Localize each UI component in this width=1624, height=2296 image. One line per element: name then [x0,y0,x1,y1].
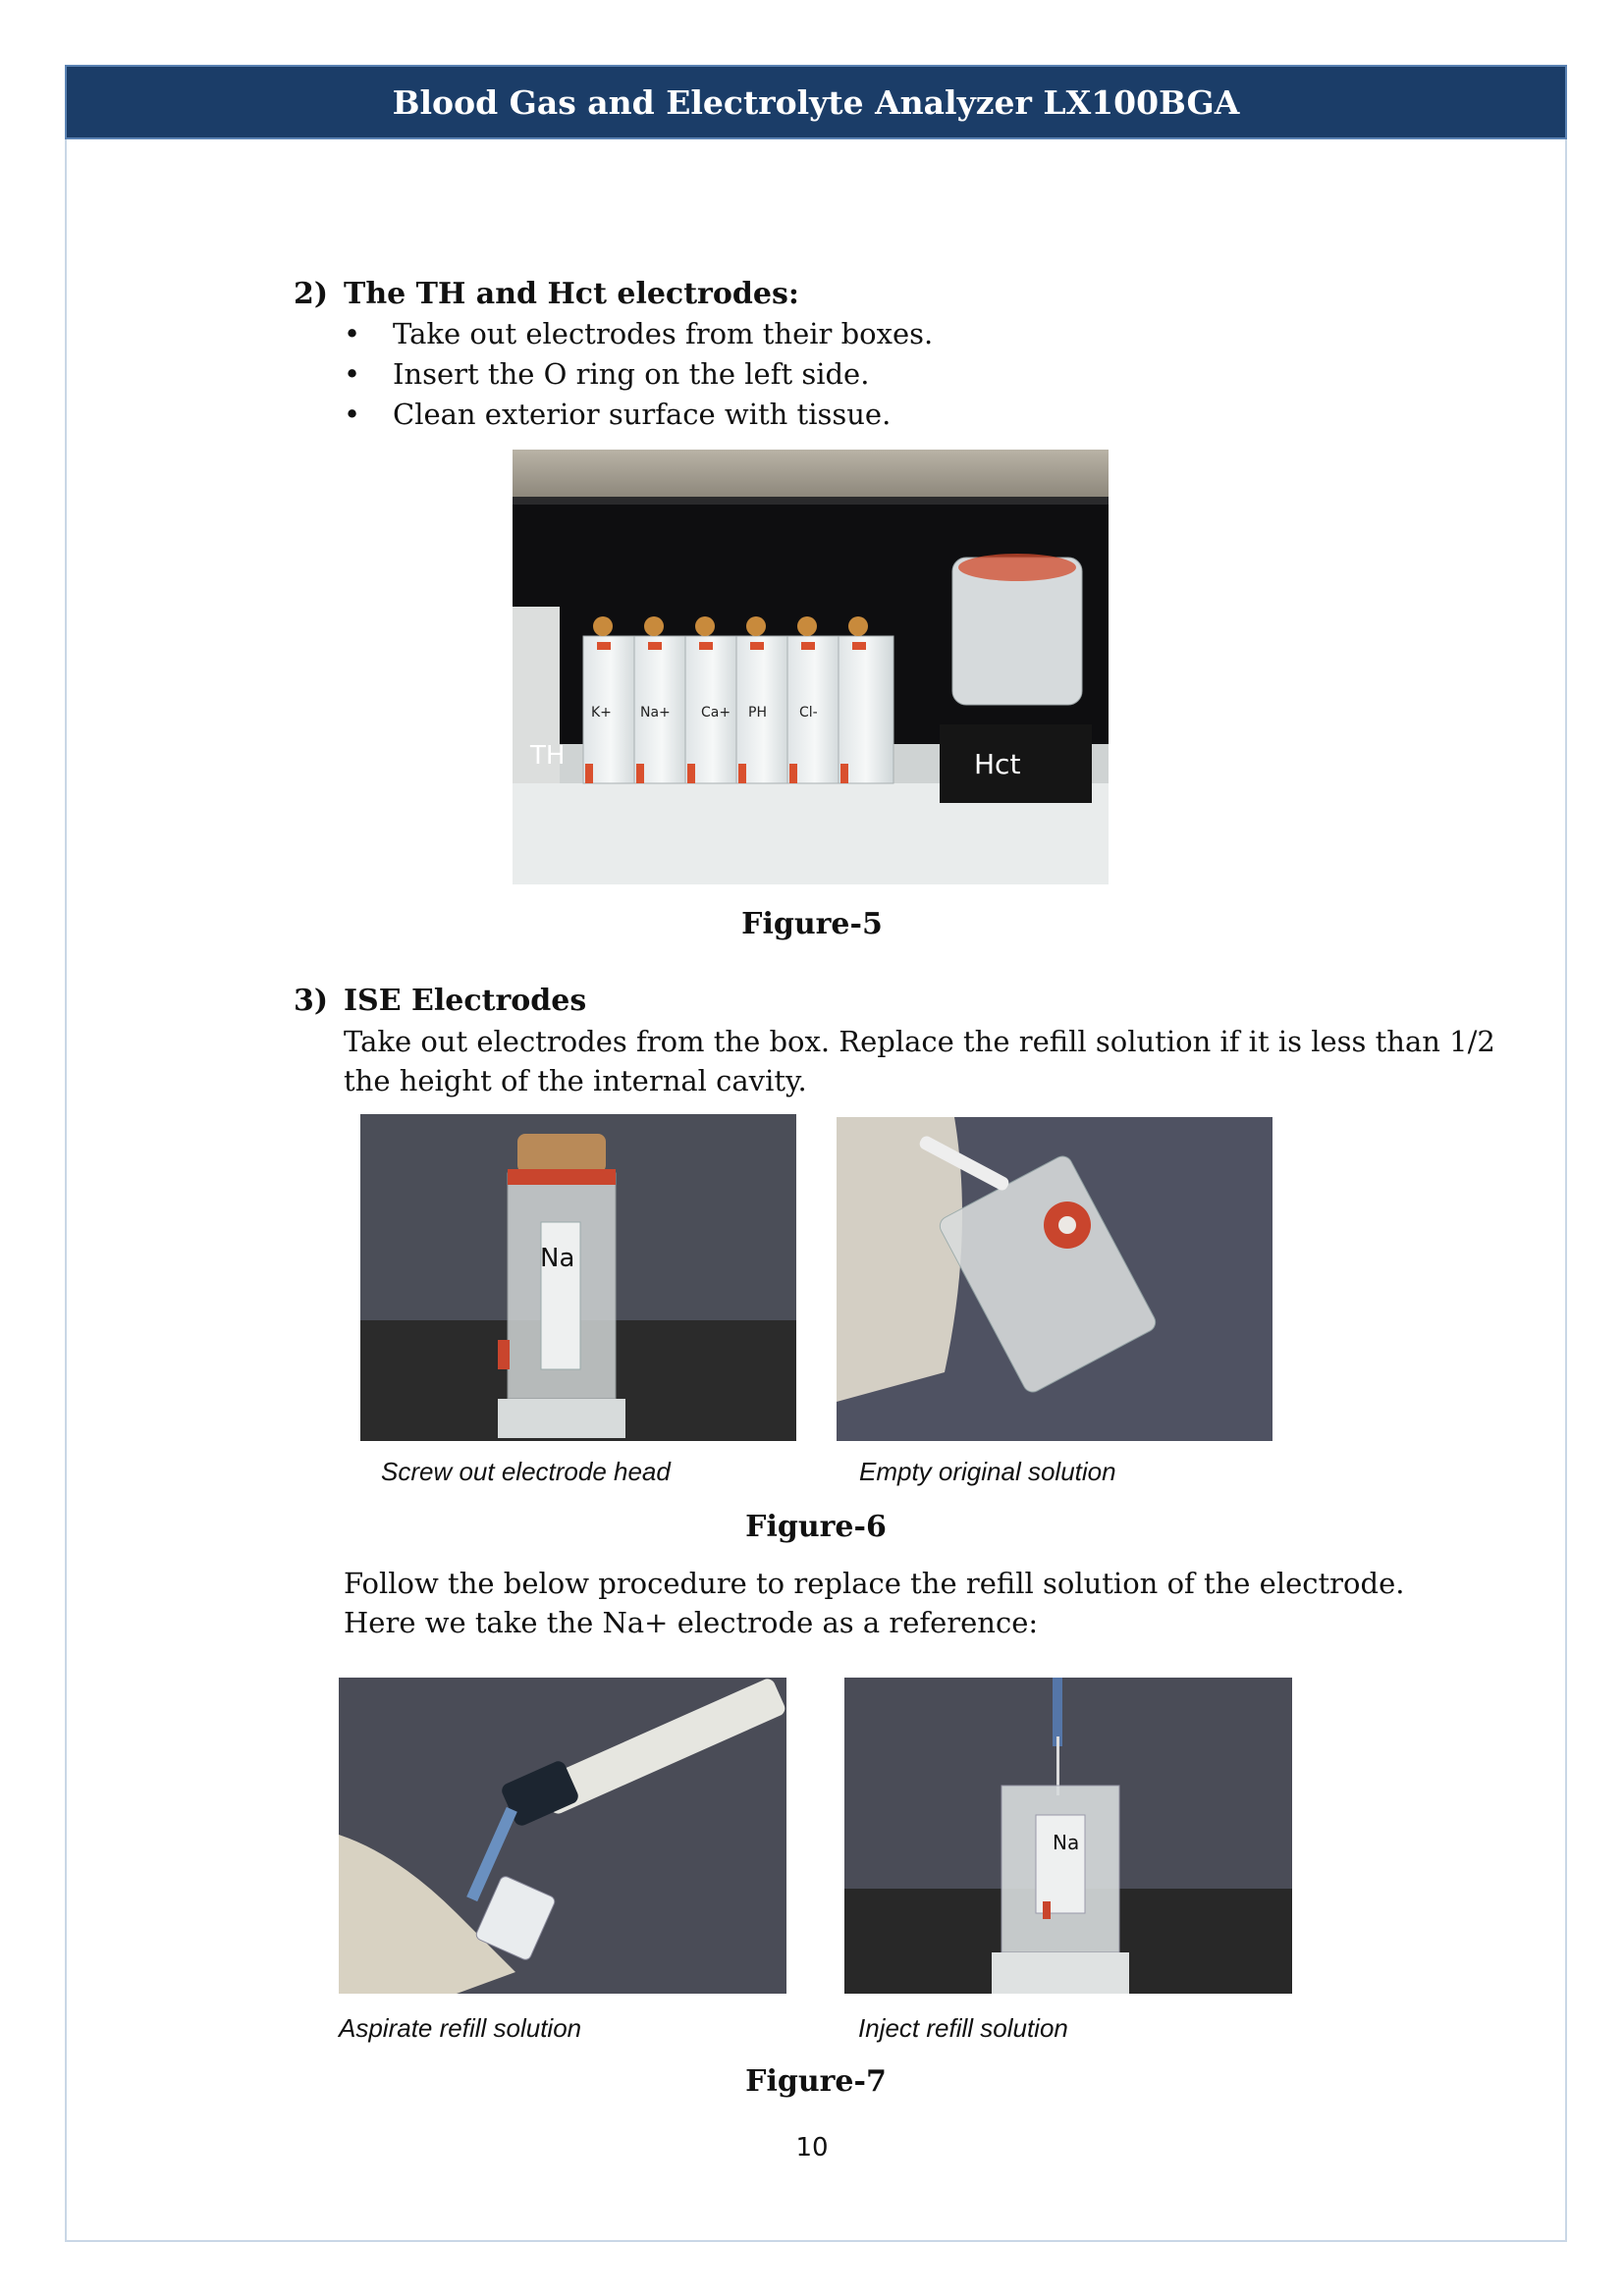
section-2-title: The TH and Hct electrodes: [344,277,799,311]
svg-text:Na: Na [540,1244,575,1273]
svg-text:K+: K+ [591,705,612,721]
section-2-heading [294,275,883,314]
figure-6-left-caption: Screw out electrode head [381,1457,671,1486]
figure-6-label: Figure-6 [745,1510,887,1544]
section-3-heading [294,982,883,1021]
figure-6-right-caption: Empty original solution [859,1457,1116,1486]
aspirate-syringe-image [339,1678,786,1994]
inject-solution-image [844,1678,1292,1994]
svg-text:Na+: Na+ [640,705,671,721]
electrode-rack-image [513,450,1109,884]
svg-text:Na: Na [1053,1831,1080,1854]
figure-7-left-caption: Aspirate refill solution [339,2013,582,2043]
figure-7-right-photo [844,1678,1292,1994]
electrode-head-image [360,1114,796,1441]
document-header [65,65,1567,139]
bullet-icon: • [344,357,361,391]
figure-7-right-caption: Inject refill solution [858,2013,1068,2043]
section-3-number: 3) [294,984,329,1018]
svg-text:Hct: Hct [974,748,1021,780]
bullet-icon: • [344,317,361,350]
section-3-paragraph-line-2: the height of the internal cavity. [344,1064,807,1097]
svg-text:Ca+: Ca+ [701,705,731,721]
section-3-title: ISE Electrodes [344,984,587,1018]
procedure-line-1: Follow the below procedure to replace the refill solution of the electrode. [344,1567,1405,1600]
figure-7-label: Figure-7 [745,2064,887,2099]
svg-text:Cl-: Cl- [799,705,818,721]
procedure-line-2: Here we take the Na+ electrode as a reference: [344,1606,1039,1639]
svg-text:PH: PH [748,705,767,721]
section-3-paragraph-line-1: Take out electrodes from the box. Replace the refill solution if it is less than 1/2 [344,1025,1495,1058]
figure-5-label: Figure-5 [741,907,883,941]
figure-7-left-photo [339,1678,786,1994]
empty-solution-image [837,1117,1272,1441]
figure-6-right-photo [837,1117,1272,1441]
section-2-number: 2) [294,277,329,311]
document-title: Blood Gas and Electrolyte Analyzer LX100BGA [392,82,1240,122]
page-number: 10 [795,2133,829,2163]
figure-5-photo [513,450,1109,884]
svg-text:TH: TH [530,741,566,771]
figure-6-left-photo [360,1114,796,1441]
bullet-icon: • [344,398,361,431]
